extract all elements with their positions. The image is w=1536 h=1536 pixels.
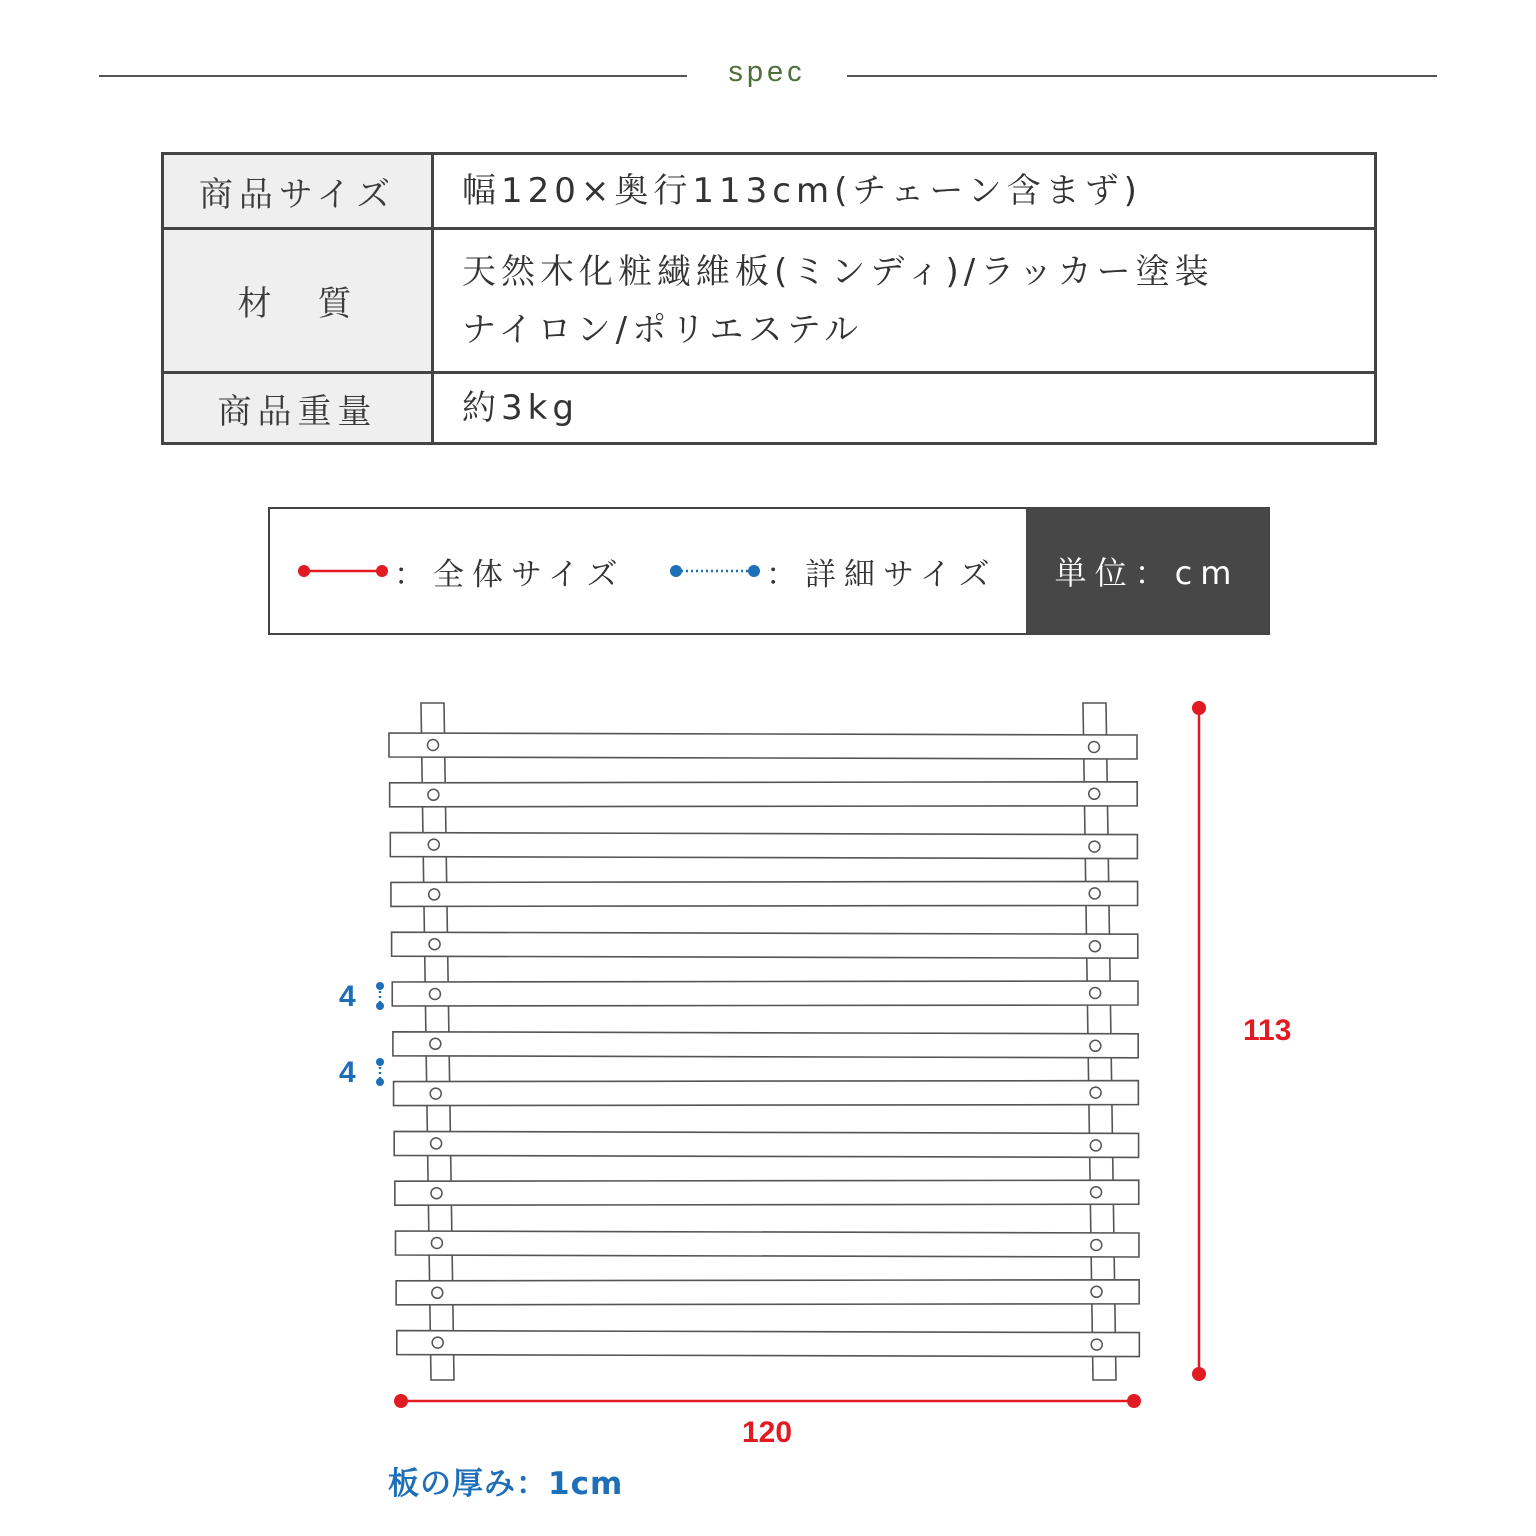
legend-detail-label: ：詳細サイズ (766, 556, 998, 593)
slat (394, 1081, 1139, 1106)
rivet-icon (431, 1188, 442, 1199)
spec-value-weight: 約3kg (462, 388, 579, 428)
rivet-icon (1090, 1087, 1101, 1098)
spec-value-material-line-1: 天然木化粧繊維板(ミンディ)/ラッカー塗装 (462, 251, 1214, 292)
slat (395, 1180, 1139, 1205)
rivet-icon (430, 1088, 441, 1099)
slat (396, 1231, 1139, 1257)
unit-badge: 単位：cm (1026, 509, 1268, 633)
gap-marker-1 (376, 982, 384, 1010)
rivet-icon (432, 1337, 443, 1348)
rivet-icon (430, 1038, 441, 1049)
slat (390, 833, 1137, 859)
spec-label-material: 材 質 (164, 230, 431, 371)
rivet-icon (428, 789, 439, 800)
gap-marker-2 (376, 1058, 384, 1086)
rivet-icon (1090, 1140, 1101, 1151)
slat (394, 1131, 1138, 1157)
rivet-icon (429, 989, 440, 1000)
rivet-icon (432, 1287, 443, 1298)
gap-value-1: 4 (339, 980, 356, 1013)
slat-group (389, 733, 1139, 1357)
width-dimension-line (394, 1394, 1141, 1408)
height-value: 113 (1243, 1014, 1292, 1047)
rivet-icon (1091, 1187, 1102, 1198)
gap-value-2: 4 (339, 1056, 356, 1089)
rivet-icon (431, 1238, 442, 1249)
slat (391, 881, 1138, 906)
rivet-icon (428, 740, 439, 751)
rivet-icon (429, 939, 440, 950)
slat (392, 981, 1138, 1006)
rivet-icon (1091, 1240, 1102, 1251)
spec-value-size: 幅120×奥行113cm(チェーン含まず) (462, 171, 1142, 211)
slat (392, 932, 1138, 958)
width-value: 120 (742, 1416, 793, 1449)
rivet-icon (431, 1138, 442, 1149)
rivet-icon (1091, 1286, 1102, 1297)
rivet-icon (1089, 841, 1100, 852)
spec-label-size: 商品サイズ (164, 155, 431, 227)
section-title: spec (728, 56, 806, 88)
slat (389, 733, 1137, 759)
rivet-icon (1091, 1339, 1102, 1350)
thickness-note: 板の厚み：1cm (388, 1466, 624, 1502)
rivet-icon (1089, 941, 1100, 952)
rivet-icon (1089, 742, 1100, 753)
rivet-icon (429, 889, 440, 900)
rivet-icon (1089, 788, 1100, 799)
slat (397, 1331, 1140, 1357)
slat (396, 1280, 1139, 1305)
slat (390, 782, 1138, 807)
rivet-icon (1090, 1040, 1101, 1051)
rivet-icon (428, 839, 439, 850)
rivet-icon (1089, 888, 1100, 899)
slat (393, 1032, 1138, 1058)
height-dimension-line (1192, 701, 1206, 1381)
spec-label-weight: 商品重量 (164, 374, 431, 442)
legend-overall-label: ：全体サイズ (394, 556, 626, 593)
spec-value-material-line-2: ナイロン/ポリエステル (462, 309, 864, 350)
rivet-icon (1090, 988, 1101, 999)
